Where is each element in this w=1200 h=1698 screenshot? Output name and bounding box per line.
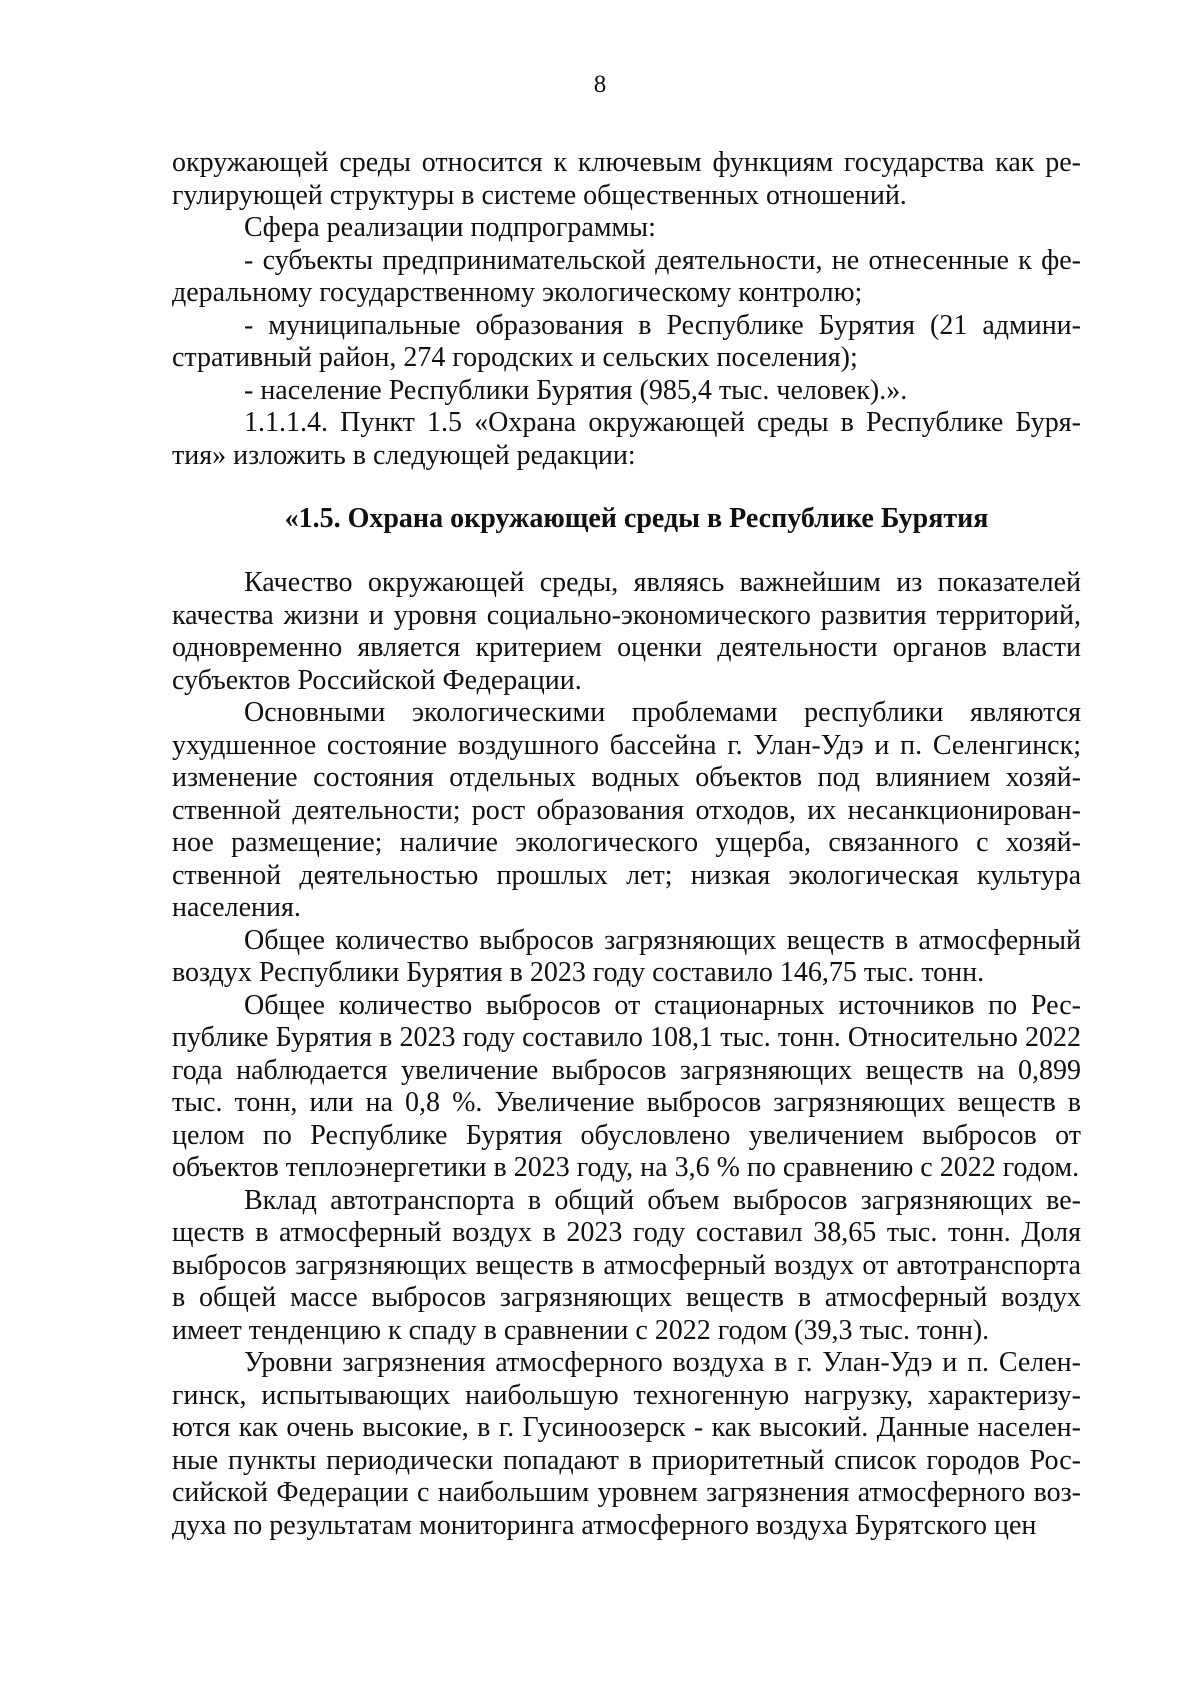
page-number: 8 [593, 71, 607, 98]
paragraph: 1.1.1.4. Пункт 1.5 «Охрана окружающей среды в Республике Бурятия» изложить в следующей редакции: [172, 407, 1081, 471]
paragraph: Общее количество выбросов загрязняющих веществ в атмосферный воздух Республики Бурятия в 2023 году составило 146,75 тыс. тонн. [172, 924, 1081, 988]
section-heading: «1.5. Охрана окружающей среды в Республике Бурятия [284, 503, 989, 534]
section-text [172, 567, 1081, 1542]
paragraph: Основными экологическими проблемами республики являются ухудшенное состояние воздушного бассейна г. Улан-Удэ и п. Селенгинск; изменение состояния отдельных водных объектов под влиянием хозяйственной деятельности; рост образования отходов, их несанкционированное размещение; наличие экологического ущерба, связанного с хозяйственной деятельностью прошлых лет; низкая экологическая культура населения. [172, 697, 1081, 923]
intro-text [172, 147, 1081, 472]
list-item: - население Республики Бурятия (985,4 тыс. человек).». [244, 374, 908, 406]
paragraph: Вклад автотранспорта в общий объем выбросов загрязняющих веществ в атмосферный воздух в 2023 году составил 38,65 тыс. тонн. Доля выбросов загрязняющих веществ в атмосферный воздух от автотранспорта в общей массе выбросов загрязняющих веществ в атмосферный воздух имеет тенденцию к спаду в сравнении с 2022 годом (39,3 тыс. тонн). [172, 1184, 1081, 1346]
paragraph: Общее количество выбросов от стационарных источников по Республике Бурятия в 2023 году составило 108,1 тыс. тонн. Относительно 2022 года наблюдается увеличение выбросов загрязняющих веществ на 0,899 тыс. тонн, или на 0,8 %. Увеличение выбросов загрязняющих веществ в целом по Республике Бурятия обусловлено увеличением выбросов от объектов теплоэнергетики в 2023 году, на 3,6 % по сравнению с 2022 годом. [172, 989, 1081, 1183]
paragraph: Качество окружающей среды, являясь важнейшим из показателей качества жизни и уровня социально-экономического развития территорий, одновременно является критерием оценки деятельности органов власти субъектов Российской Федерации. [172, 567, 1081, 696]
paragraph: Уровни загрязнения атмосферного воздуха в г. Улан-Удэ и п. Селенгинск, испытывающих наибольшую техногенную нагрузку, характеризуются как очень высокие, в г. Гусиноозерск - как высокий. Данные населенные пункты периодически попадают в приоритетный список городов Российской Федерации с наибольшим уровнем загрязнения атмосферного воздуха по результатам мониторинга атмосферного воздуха Бурятского цен [172, 1347, 1081, 1541]
paragraph: окружающей среды относится к ключевым функциям государства как регулирующей структуры в системе общественных отношений. [172, 147, 1081, 211]
list-item: - муниципальные образования в Республике Бурятия (21 административный район, 274 городских и сельских поселения); [172, 309, 1081, 373]
list-item: - субъекты предпринимательской деятельности, не отнесенные к федеральному государственному экологическому контролю; [172, 244, 1081, 308]
paragraph: Сфера реализации подпрограммы: [244, 212, 656, 243]
